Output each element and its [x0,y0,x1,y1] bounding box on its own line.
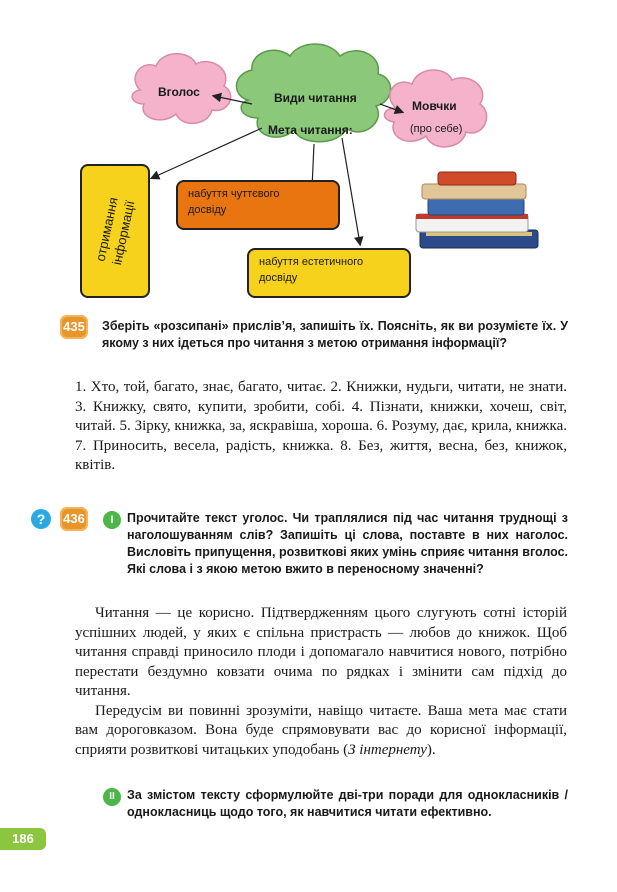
question-mark-icon: ? [31,509,51,529]
text-source: З інтернету [348,741,427,758]
box-feelings-line1: набуття чуттєвого [188,188,280,200]
right-cloud-subtitle: (про себе) [410,123,463,135]
reading-text-paragraph-2 [75,702,567,761]
exercise-435-task: Зберіть «розсипані» прислів’я, запишіть їх. Поясніть, як ви розумієте їх. У якому з них ідеться про читання з метою отримання інформації? [102,319,568,350]
exercise-435-items: 1. Хто, той, багато, знає, багато, читає. 2. Книжки, нудьги, читати, не знати. 3. Книжку, свято, купити, зробити, собі. 4. Пізнати, книжки, хочеш, світ, читай. 5. Зірку, книжка, за, яскравіша, хороша. 6. Розуму, дає, крила, книжка. 7. Приносить, весела, радість, книжка. 8. Без, життя, весна, без, книжок, квітів. [75,379,567,473]
center-cloud-top-label: Види читання [274,91,357,105]
reading-text [75,604,567,760]
exercise-436-part2-task: За змістом тексту сформулюйте дві-три поради для однокласників / однокласниць щодо того, як навчитися читати ефективно. [127,788,568,819]
center-cloud-bottom-label: Мета читання: [268,123,353,137]
box-info-label: отримання інформації [92,195,138,267]
right-cloud-title: Мовчки [412,99,457,113]
books-illustration [416,172,538,248]
reading-text-paragraph-1: Читання — це корисно. Підтвердженням цього слугують сотні історій успішних людей, у яких є спільна пристрасть — любов до книжок. Щоб читання справді приносило плоди і допомагало навчитися нового, потрібно перестати бездумно ковзати очима по рядках і змінити сам підхід до читання. [75,605,567,699]
box-aesthetic-line2: досвіду [259,272,298,284]
box-feelings [176,180,340,230]
part-1-icon: I [103,511,121,529]
part-2-icon: II [103,788,121,806]
paragraph-2-end: ). [426,741,436,758]
exercise-number-436: 436 [60,507,88,531]
left-cloud-label: Вголос [158,85,200,99]
box-aesthetic [247,248,411,298]
exercise-number-435: 435 [60,315,88,339]
box-info [80,164,150,298]
box-aesthetic-line1: набуття естетичного [259,256,364,268]
exercise-436-part1-task: Прочитайте текст уголос. Чи траплялися під час читання труднощі з наголошуванням слів? Запишіть ці слова, поставте в них наголос. Висловіть припущення, розвиткові яких умінь сприяє читання вголос. Які слова і з якою метою вжито в переносному значенні? [127,511,568,576]
paragraph-2-main: Передусім ви повинні зрозуміти, навіщо читаєте. Ваша мета має стати вам дороговказом. Вона буде спрямовувати вас до корисної інформації, сприяти розвиткові читацьких уподобань ( [75,702,567,758]
box-feelings-line2: досвіду [188,204,227,216]
page-number: 186 [0,828,46,850]
